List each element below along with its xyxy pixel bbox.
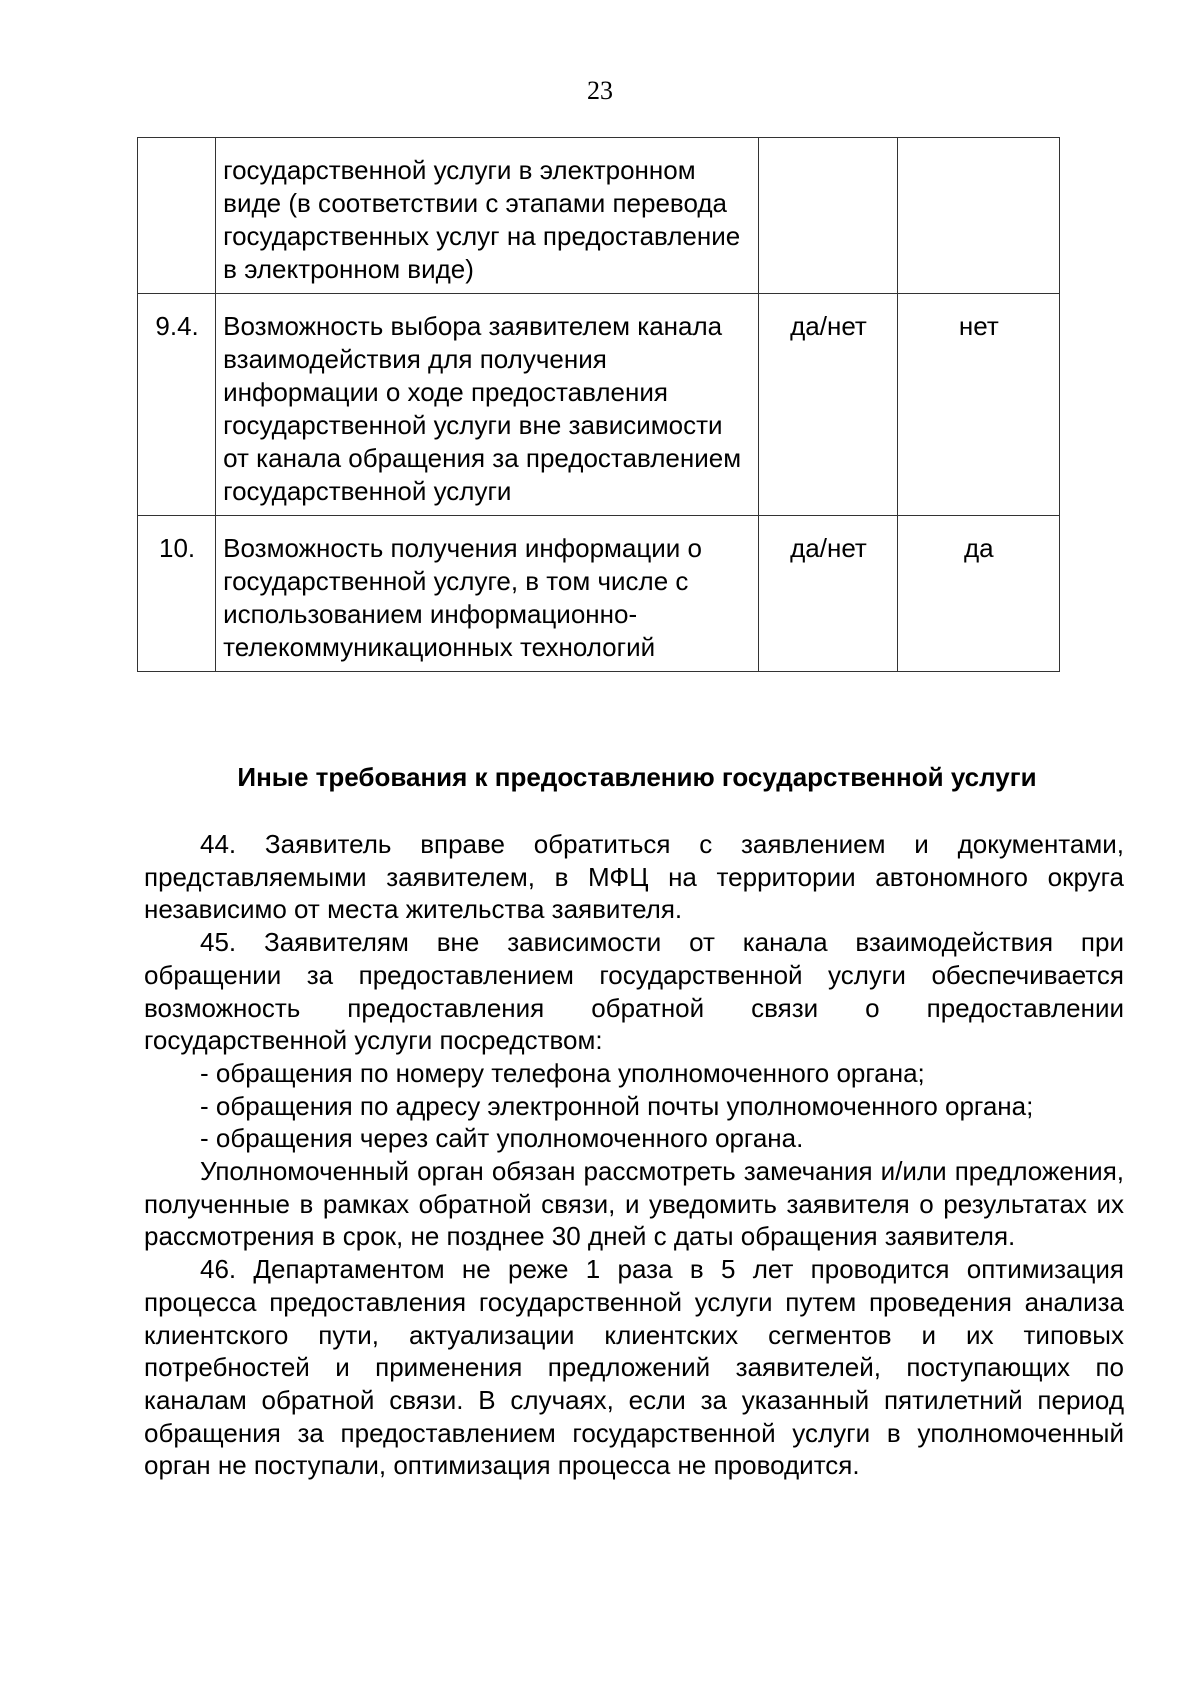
table-row [138, 516, 1060, 672]
row-unit-cell: да/нет [759, 294, 897, 516]
body-text [144, 828, 1124, 1482]
row-description-cell: Возможность получения информации о государственной услуге, в том числе с использованием информационно-телекоммуникационных технологий [216, 516, 759, 672]
section-heading: Иные требования к предоставлению государственной услуги [237, 762, 1037, 792]
list-item: - обращения через сайт уполномоченного органа. [200, 1123, 804, 1154]
paragraph-45: 45. Заявителям вне зависимости от канала взаимодействия при обращении за предоставлением государственной услуги обеспечивается возможность предоставления обратной связи о предоставлении государственной услуги посредством: [144, 927, 1124, 1056]
row-number-cell [138, 138, 216, 294]
row-number-cell: 9.4. [138, 294, 216, 516]
paragraph-44: 44. Заявитель вправе обратиться с заявлением и документами, представляемыми заявителем, в МФЦ на территории автономного округа независимо от места жительства заявителя. [144, 829, 1124, 925]
row-unit-cell [759, 138, 897, 294]
row-value-cell: нет [897, 294, 1059, 516]
paragraph-45-continued: Уполномоченный орган обязан рассмотреть замечания и/или предложения, полученные в рамках обратной связи, и уведомить заявителя о результатах их рассмотрения в срок, не позднее 30 дней с даты обращения заявителя. [144, 1156, 1124, 1252]
row-description-cell: Возможность выбора заявителем канала взаимодействия для получения информации о ходе предоставления государственной услуги вне зависимости от канала обращения за предоставлением государственной услуги [216, 294, 759, 516]
page-number: 23 [587, 76, 613, 105]
row-description-cell: государственной услуги в электронном виде (в соответствии с этапами перевода государственных услуг на предоставление в электронном виде) [216, 138, 759, 294]
row-value-cell [897, 138, 1059, 294]
list-item: - обращения по адресу электронной почты уполномоченного органа; [200, 1090, 1034, 1121]
list-item: - обращения по номеру телефона уполномоченного органа; [200, 1057, 925, 1088]
requirements-table [137, 137, 1060, 672]
row-number-cell: 10. [138, 516, 216, 672]
paragraph-46: 46. Департаментом не реже 1 раза в 5 лет проводится оптимизация процесса предоставления государственной услуги путем проведения анализа клиентского пути, актуализации клиентских сегментов и их типовых потребностей и применения предложений заявителей, поступающих по каналам обратной связи. В случаях, если за указанный пятилетний период обращения за предоставлением государственной услуги в уполномоченный орган не поступали, оптимизация процесса не проводится. [144, 1254, 1124, 1481]
row-unit-cell: да/нет [759, 516, 897, 672]
row-value-cell: да [897, 516, 1059, 672]
table-row [138, 138, 1060, 294]
table-row [138, 294, 1060, 516]
